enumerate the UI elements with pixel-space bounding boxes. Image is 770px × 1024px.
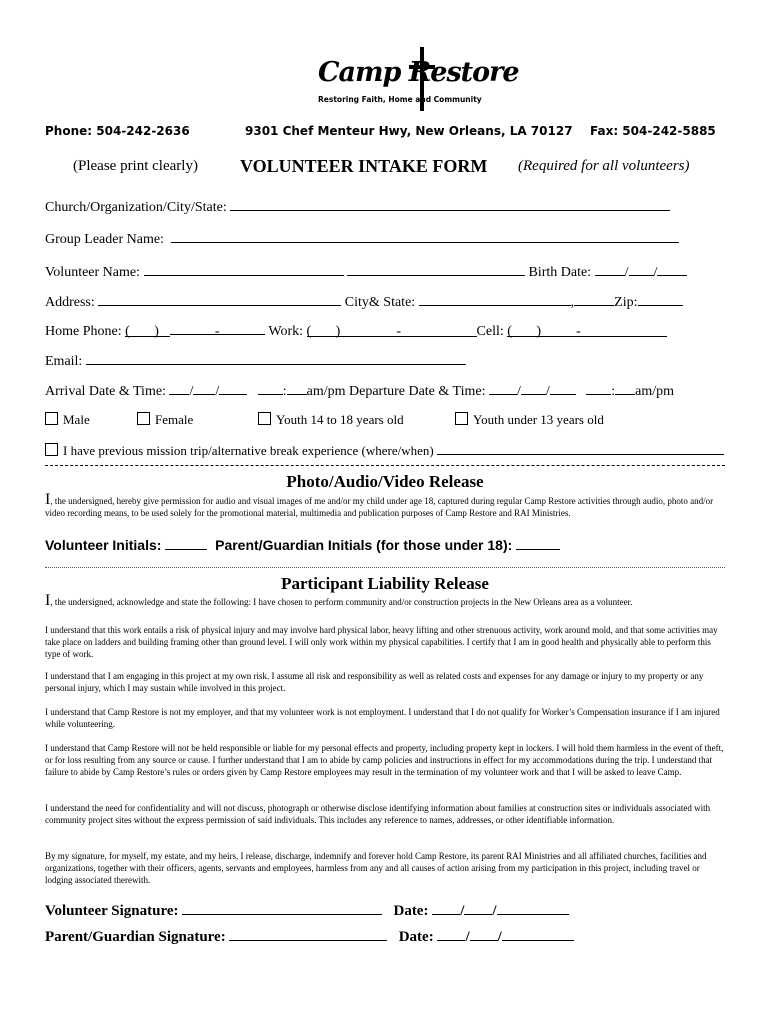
liability-paragraph-6: By my signature, for myself, my estate, and my heirs, I release, discharge, indemnify and forever hold Camp Restore, its parent RAI Ministries and all affiliated churches, facilities and organizations, together with their officers, agents, servants and employees, harmless from any and all causes of action arising from my participation in this project, including travel or lodging associated therewith.	[45, 851, 707, 885]
home-phone-label: Home Phone:	[45, 324, 122, 339]
zip-field[interactable]	[638, 293, 683, 306]
church-row	[45, 198, 670, 216]
male-checkbox[interactable]	[45, 412, 58, 425]
birth-year-field[interactable]	[657, 263, 687, 276]
work-phone-field[interactable]: ( ) -	[307, 324, 477, 337]
youth-under-13-checkbox[interactable]	[455, 412, 468, 425]
parent-date-label: Date:	[398, 929, 434, 945]
logo-tagline: Restoring Faith, Home and Community	[318, 95, 482, 104]
cell-phone-label: Cell:	[476, 324, 504, 339]
section-divider	[45, 465, 725, 466]
liability-paragraph-2: I understand that I am engaging in this project at my own risk. I assume all risk and responsibility as well as related costs and expenses for any damage or injury to my property or any personal injury, which I may sustain while involved in this project.	[45, 671, 704, 693]
email-field[interactable]	[86, 352, 466, 365]
photo-release-initial: I	[45, 491, 51, 508]
street-address: 9301 Chef Menteur Hwy, New Orleans, LA 70127	[245, 124, 573, 138]
last-name-field[interactable]	[347, 263, 525, 276]
volunteer-name-row: Volunteer Name: Birth Date: / /	[45, 263, 687, 281]
initials-row: Volunteer Initials: Parent/Guardian Initials (for those under 18):	[45, 537, 560, 553]
liability-intro-body: , the undersigned, acknowledge and state the following: I have chosen to perform community and/or construction projects in the New Orleans area as a volunteer.	[50, 597, 633, 607]
work-phone-label: Work:	[268, 324, 304, 339]
arrival-ampm: am/pm	[306, 384, 346, 399]
photo-release-body: , the undersigned, hereby give permission for audio and visual images of me and/or my child under age 18, captured during regular Camp Restore activities through audio, photo and/or video recording means, to be used solely for the promotional material, multimedia and publication purposes of Camp Restore and RAI Ministries.	[45, 496, 714, 518]
departure-minute-field[interactable]	[615, 382, 635, 395]
state-field[interactable]	[574, 293, 614, 306]
volunteer-signature-row: Volunteer Signature: Date: / /	[45, 902, 569, 920]
previous-trip-option	[45, 442, 724, 459]
fax-number: Fax: 504-242-5885	[590, 124, 716, 138]
arrival-departure-row: Arrival Date & Time: / / : am/pm Departure Date & Time: / / : am/pm	[45, 384, 675, 399]
section-divider-dotted	[45, 567, 725, 568]
city-state-field[interactable]	[419, 293, 571, 306]
logo-title: Camp Restore	[318, 57, 519, 88]
volunteer-date-day[interactable]	[464, 902, 492, 915]
photo-release-title: Photo/Audio/Video Release	[286, 472, 484, 491]
arrival-year-field[interactable]	[219, 382, 247, 395]
church-label: Church/Organization/City/State:	[45, 200, 227, 215]
female-label: Female	[155, 412, 194, 427]
parent-date-day[interactable]	[470, 928, 498, 941]
group-leader-row	[45, 230, 679, 248]
male-option[interactable]	[45, 412, 90, 428]
print-clearly-note: (Please print clearly)	[73, 158, 198, 174]
departure-label: Departure Date & Time:	[349, 384, 486, 399]
parent-initials-field[interactable]	[516, 537, 560, 550]
departure-day-field[interactable]	[521, 382, 546, 395]
parent-signature-row: Parent/Guardian Signature: Date: / /	[45, 928, 574, 946]
male-label: Male	[63, 412, 90, 427]
volunteer-initials-label: Volunteer Initials	[45, 537, 157, 553]
city-state-label: City& State:	[344, 295, 416, 310]
departure-year-field[interactable]	[550, 382, 576, 395]
female-option[interactable]	[137, 412, 193, 428]
parent-signature-label: Parent/Guardian Signature:	[45, 929, 226, 945]
address-field[interactable]	[98, 293, 341, 306]
volunteer-date-label: Date:	[393, 903, 429, 919]
previous-trip-label: I have previous mission trip/alternative break experience (where/when)	[63, 443, 434, 458]
phone-number: Phone: 504-242-2636	[45, 124, 190, 138]
volunteer-signature-field[interactable]	[182, 902, 382, 915]
volunteer-name-label: Volunteer Name:	[45, 265, 140, 280]
liability-intro-initial: I	[45, 592, 51, 609]
volunteer-date-month[interactable]	[432, 902, 460, 915]
church-field[interactable]	[230, 198, 670, 211]
liability-intro	[45, 592, 725, 609]
liability-paragraph-3: I understand that Camp Restore is not my employer, and that my volunteer work is not employment. I understand that I do not qualify for Worker’s Compensation insurance if I am injured while volunteering.	[45, 707, 720, 729]
youth-under-13-option[interactable]	[455, 412, 604, 428]
previous-trip-checkbox[interactable]	[45, 443, 58, 456]
liability-release-title: Participant Liability Release	[281, 574, 489, 593]
birth-month-field[interactable]	[595, 263, 625, 276]
home-phone-field[interactable]: ( ) -	[125, 324, 220, 339]
arrival-minute-field[interactable]	[287, 382, 307, 395]
arrival-day-field[interactable]	[193, 382, 215, 395]
parent-date-year[interactable]	[502, 928, 574, 941]
required-note: (Required for all volunteers)	[518, 158, 690, 174]
camp-restore-logo	[300, 45, 519, 115]
volunteer-signature-label: Volunteer Signature:	[45, 903, 179, 919]
birth-day-field[interactable]	[629, 263, 654, 276]
departure-hour-field[interactable]	[586, 382, 611, 395]
cell-phone-field[interactable]: ( ) -	[507, 324, 667, 337]
form-title: VOLUNTEER INTAKE FORM	[240, 156, 488, 176]
arrival-hour-field[interactable]	[258, 382, 283, 395]
departure-month-field[interactable]	[489, 382, 517, 395]
female-checkbox[interactable]	[137, 412, 150, 425]
address-row: Address: City& State: , Zip:	[45, 293, 683, 311]
liability-paragraph-1: I understand that this work entails a risk of physical injury and may involve hard physical labor, heavy lifting and other strenuous activity, work around mold, and that some activities may take place on ladders and building framing other than ground level. I will only work within my physical capabilities. I certify that I am in good health and physically able to perform this type of work.	[45, 625, 718, 659]
liability-paragraph-4: I understand that Camp Restore will not be held responsible or liable for my personal effects and property, including property kept in lockers. I will hold them harmless in the event of theft, or for loss resulting from any source or cause. I further understand that I am to abide by camp policies and instructions in effect for my accommodations during the trip. I understand that failure to abide by Camp Restore’s rules or orders given by Camp Restore employees may result in the termination of my volunteer work and that I will be asked to leave Camp.	[45, 743, 724, 777]
email-row	[45, 352, 466, 370]
youth-14-18-label: Youth 14 to 18 years old	[276, 412, 404, 427]
previous-trip-field[interactable]	[437, 442, 724, 455]
youth-14-18-option[interactable]	[258, 412, 404, 428]
birth-date-label: Birth Date:	[528, 265, 592, 280]
group-leader-field[interactable]	[171, 230, 679, 243]
email-label: Email:	[45, 354, 83, 369]
arrival-label: Arrival Date & Time:	[45, 384, 166, 399]
youth-14-18-checkbox[interactable]	[258, 412, 271, 425]
zip-label: Zip:	[614, 295, 638, 310]
volunteer-initials-field[interactable]	[165, 537, 207, 550]
home-phone-number-field[interactable]	[170, 322, 265, 335]
photo-release-text	[45, 491, 725, 519]
address-label: Address:	[45, 295, 95, 310]
arrival-month-field[interactable]	[169, 382, 189, 395]
parent-signature-field[interactable]	[229, 928, 387, 941]
volunteer-date-year[interactable]	[497, 902, 569, 915]
parent-date-month[interactable]	[437, 928, 465, 941]
first-name-field[interactable]	[144, 263, 344, 276]
group-leader-label: Group Leader Name:	[45, 232, 164, 247]
phone-row	[45, 322, 667, 340]
parent-initials-label: Parent/Guardian Initials (for those under 18)	[215, 537, 508, 553]
youth-under-13-label: Youth under 13 years old	[473, 412, 604, 427]
liability-paragraph-5: I understand the need for confidentiality and will not discuss, photograph or otherwise disclose identifying information about families at construction sites or individuals associated with community project sites without the express permission of said individuals. This includes any reference to names, addresses, or other identifiable information.	[45, 803, 711, 825]
departure-ampm: am/pm	[635, 384, 675, 399]
